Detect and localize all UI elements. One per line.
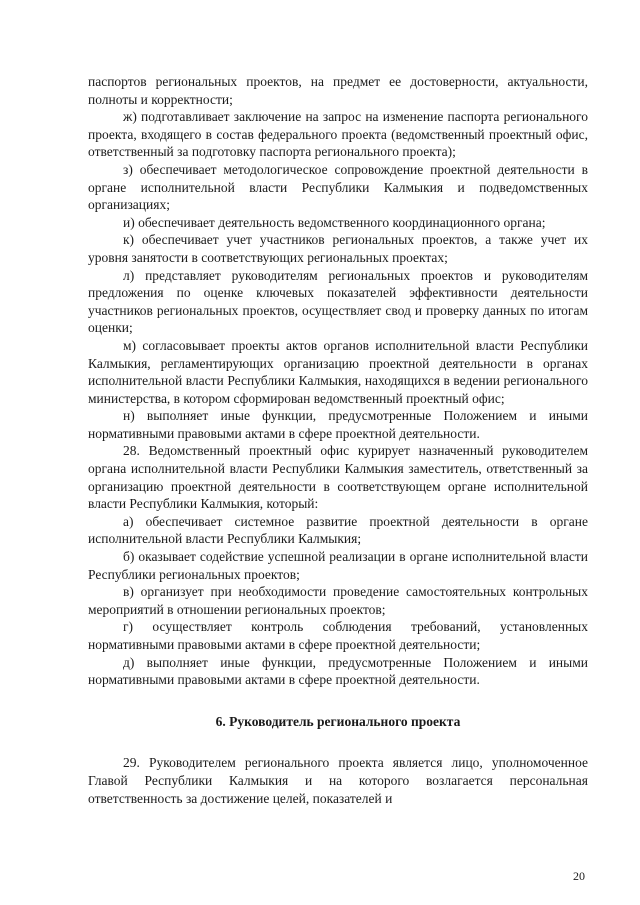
paragraph-item-m: м) согласовывает проекты актов органов исполнительной власти Республики Калмыкия, регламентирующих организацию проектной деятельности в органах исполнительной власти Республики Калмыкия, находящихся в ведении регионального министерства, в котором сформирован ведомственный проектный офис; [88,337,588,406]
paragraph-continuation: паспортов региональных проектов, на предмет ее достоверности, актуальности, полноты и корректности; [88,74,588,107]
paragraph-item-i: и) обеспечивает деятельность ведомственного координационного органа; [123,214,546,230]
paragraph-item-d: д) выполняет иные функции, предусмотренные Положением и иными нормативными правовыми актами в сфере проектной деятельности. [88,654,588,688]
paragraph-clause-29: 29. Руководителем регионального проекта является лицо, уполномоченное Главой Республики Калмыкия и на которого возлагается персональная ответственность за достижение целей, показателей и [88,755,588,806]
paragraph-item-n: н) выполняет иные функции, предусмотренные Положением и иными нормативными правовыми актами в сфере проектной деятельности. [88,408,588,441]
document-body [88,73,588,807]
paragraph-clause-28: 28. Ведомственный проектный офис курирует назначенный руководителем органа исполнительной власти Республики Калмыкия заместитель, ответственный за организацию проектной деятельности в соответствующем органе исполнительной власти Республики Калмыкия, который: [88,443,588,512]
paragraph-item-z: з) обеспечивает методологическое сопровождение проектной деятельности в органе исполнительной власти Республики Калмыкия и подведомственных организациях; [88,161,588,213]
paragraph-item-g: г) осуществляет контроль соблюдения требований, установленных нормативными правовыми актами в сфере проектной деятельности; [88,619,588,652]
paragraph-item-zh: ж) подготавливает заключение на запрос на изменение паспорта регионального проекта, входящего в состав федерального проекта (ведомственный проектный офис, ответственный за подготовку паспорта регионального проекта); [88,109,588,160]
page-number: 20 [573,869,585,883]
paragraph-item-k: к) обеспечивает учет участников региональных проектов, а также учет их уровня занятости в соответствующих региональных проектах; [88,232,588,265]
paragraph-item-l: л) представляет руководителям региональных проектов и руководителям предложения по оценке ключевых показателей эффективности деятельности участников региональных проектов, осуществляет свод и проверку данных по итогам оценки; [88,267,588,336]
section-heading: 6. Руководитель регионального проекта [215,713,461,729]
paragraph-item-b: б) оказывает содействие успешной реализации в органе исполнительной власти Республики региональных проектов; [88,549,588,582]
paragraph-item-a: а) обеспечивает системное развитие проектной деятельности в органе исполнительной власти Республики Калмыкия; [88,513,588,547]
paragraph-item-v: в) организует при необходимости проведение самостоятельных контрольных мероприятий в отношении региональных проектов; [88,584,588,617]
